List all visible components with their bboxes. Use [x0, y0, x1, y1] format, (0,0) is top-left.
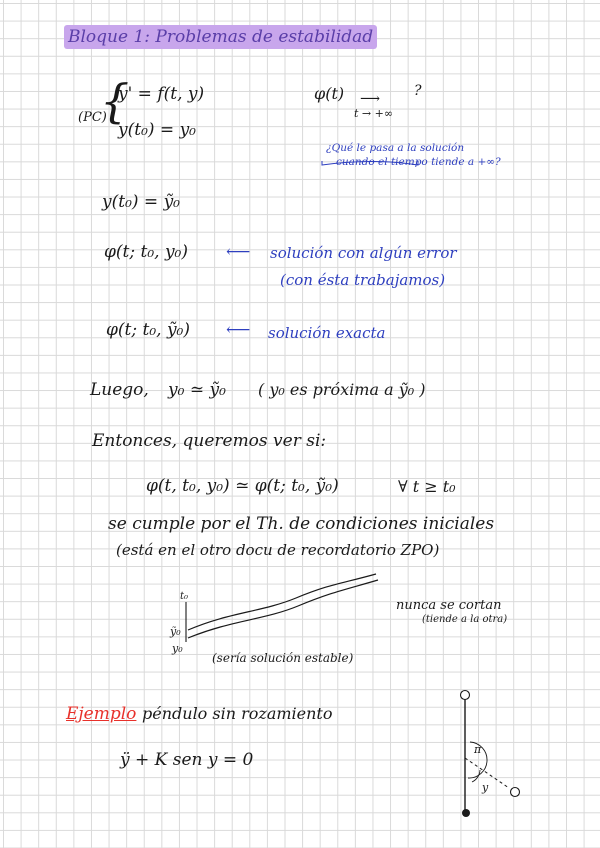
pendulum-equation: ÿ + K sen y = 0 [120, 750, 254, 770]
sketch-estable-text: (sería solución estable) [212, 651, 354, 665]
page-title-text: Bloque 1: Problemas de estabilidad [64, 25, 377, 49]
limit-subscript: t → +∞ [354, 107, 394, 120]
sketch-t0-label: t₀ [180, 591, 189, 602]
solution-exact-expr: φ(t; t₀, ỹ₀) [106, 320, 191, 340]
left-brace-icon: { [100, 74, 130, 128]
cumple-line-1: se cumple por el Th. de condiciones iniciales [108, 514, 495, 534]
pc-label: (PC) [78, 110, 107, 125]
pc-equation-1: y' = f(t, y) [118, 84, 205, 104]
entonces-line: Entonces, queremos ver si: [92, 431, 327, 451]
stability-condition: φ(t, t₀, y₀) ≃ φ(t; t₀, ỹ₀) [146, 476, 339, 496]
note-line-2: cuando el tiempo tiende a +∞? [336, 156, 501, 168]
arrow-right-icon: ⟶ [360, 91, 381, 107]
sketch-ytilde0-label: ỹ₀ [170, 625, 181, 638]
arrow-left-icon: ⟵ [226, 242, 251, 262]
forall-condition: ∀ t ≥ t₀ [398, 477, 456, 496]
limit-phi: φ(t) [314, 84, 345, 103]
sketch-tiende-text: (tiende a la otra) [422, 614, 508, 625]
sketch-y0-label: y₀ [172, 642, 183, 655]
pendulum-y-label: y [482, 781, 489, 794]
ejemplo-label: Ejemplo [66, 704, 137, 724]
cumple-line-2: (está en el otro docu de recordatorio ZPO) [116, 541, 440, 559]
luego-expr: y₀ ≃ ỹ₀ [168, 380, 226, 400]
sketch-nunca-text: nunca se cortan [396, 598, 502, 613]
solution-error-text: solución con algún error [270, 244, 457, 262]
solution-error-expr: φ(t; t₀, y₀) [104, 242, 189, 262]
pc-equation-2: y(t₀) = y₀ [118, 120, 196, 140]
limit-question: ? [414, 83, 422, 99]
solution-exact-text: solución exacta [268, 324, 386, 342]
ejemplo-text: péndulo sin rozamiento [142, 704, 333, 723]
luego-paren: ( y₀ es próxima a ỹ₀ ) [258, 380, 426, 399]
initial-condition-tilde: y(t₀) = ỹ₀ [102, 192, 180, 212]
pendulum-pi-label: π [474, 743, 482, 756]
note-line-1: ¿Qué le pasa a la solución [326, 142, 465, 154]
solution-error-note: (con ésta trabajamos) [280, 271, 446, 289]
arrow-left-icon: ⟵ [226, 320, 251, 340]
luego-word: Luego, [90, 380, 149, 400]
